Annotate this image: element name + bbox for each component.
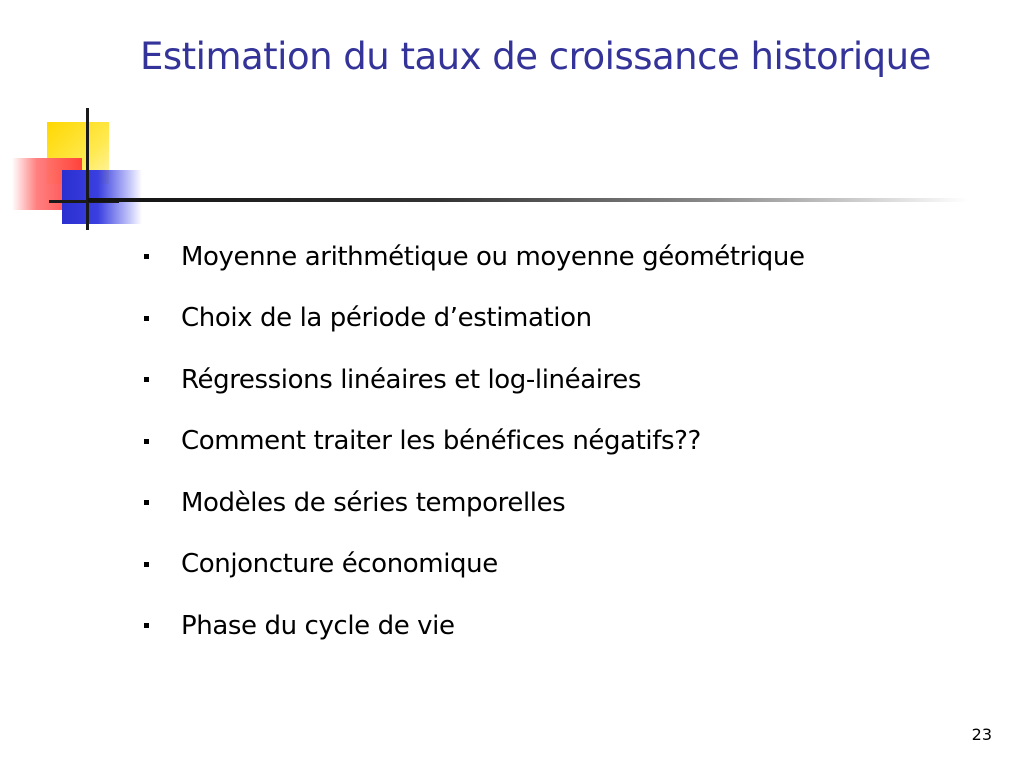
bullet-marker-icon [144,316,149,321]
bullet-list [140,226,980,657]
page-number: 23 [971,725,992,744]
vertical-line [86,108,89,230]
slide-title: Estimation du taux de croissance historique [140,35,931,78]
list-item [140,411,980,473]
bullet-text: Phase du cycle de vie [181,610,455,641]
list-item [140,534,980,596]
bullet-marker-icon [144,377,149,382]
bullet-text: Modèles de séries temporelles [181,487,566,518]
list-item [140,288,980,350]
bullet-text: Choix de la période d’estimation [181,303,592,334]
list-item [140,226,980,288]
title-divider [88,198,968,202]
bullet-text: Moyenne arithmétique ou moyenne géométrique [181,241,805,272]
list-item [140,595,980,657]
list-item [140,349,980,411]
bullet-marker-icon [144,439,149,444]
bullet-marker-icon [144,254,149,259]
list-item [140,472,980,534]
bullet-text: Conjoncture économique [181,549,498,580]
bullet-marker-icon [144,623,149,628]
blue-square [62,170,142,224]
decorative-logo [0,100,150,240]
bullet-marker-icon [144,500,149,505]
bullet-text: Comment traiter les bénéfices négatifs?? [181,426,701,457]
bullet-text: Régressions linéaires et log-linéaires [181,364,642,395]
bullet-marker-icon [144,562,149,567]
